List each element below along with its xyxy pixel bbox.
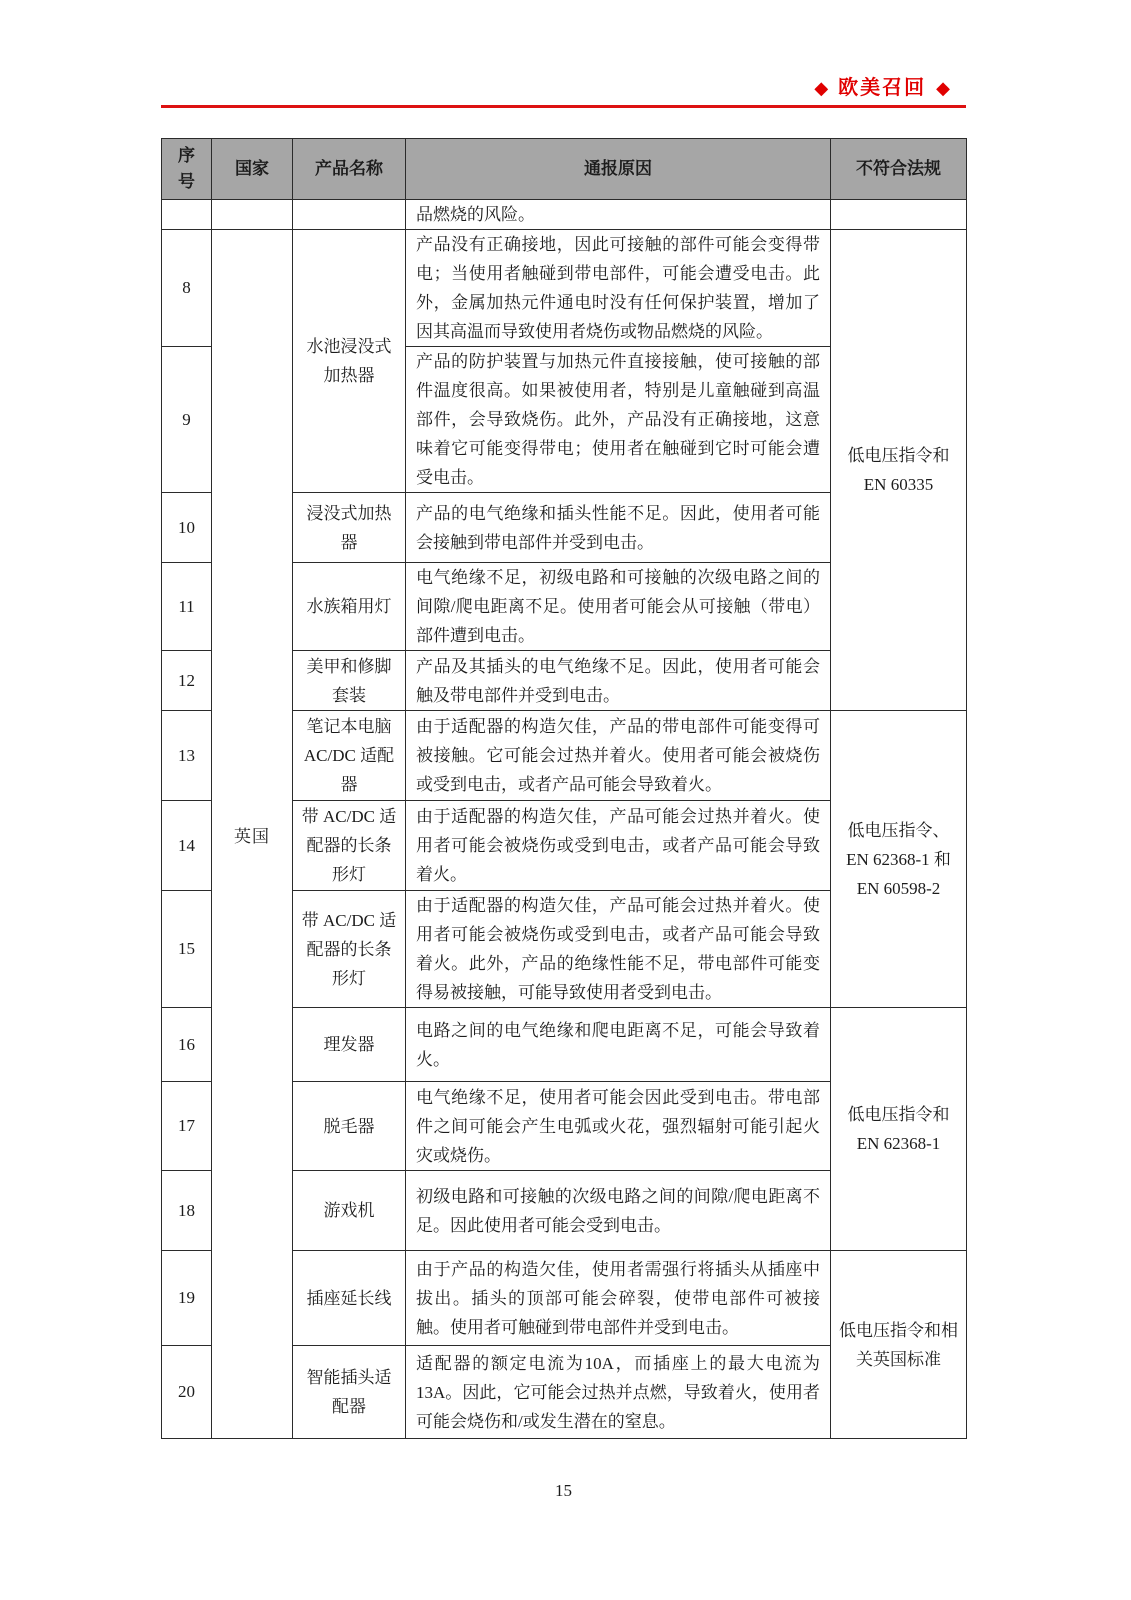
reason-cell: 由于适配器的构造欠佳，产品的带电部件可能变得可被接触。它可能会过热并着火。使用者可能会被烧伤或受到电击，或者产品可能会导致着火。 <box>406 711 831 801</box>
product-cell: 带 AC/DC 适配器的长条形灯 <box>293 891 406 1008</box>
no-cell: 10 <box>162 493 212 563</box>
reason-cell: 品燃烧的风险。 <box>406 200 831 230</box>
reason-cell: 适配器的额定电流为10A，而插座上的最大电流为13A。因此，它可能会过热并点燃，导致着火，使用者可能会烧伤和/或发生潜在的窒息。 <box>406 1346 831 1439</box>
regulation-cell: 低电压指令和 EN 60335 <box>831 230 967 711</box>
no-cell: 17 <box>162 1082 212 1171</box>
header-product: 产品名称 <box>293 139 406 200</box>
recall-table <box>161 138 967 1439</box>
no-cell <box>162 200 212 230</box>
table-header-row <box>162 139 967 200</box>
no-cell: 11 <box>162 563 212 651</box>
product-cell: 带 AC/DC 适配器的长条形灯 <box>293 801 406 891</box>
product-cell: 水池浸没式加热器 <box>293 230 406 493</box>
country-cell <box>212 200 293 230</box>
reason-cell: 电气绝缘不足，使用者可能会因此受到电击。带电部件之间可能会产生电弧或火花，强烈辐射可能引起火灾或烧伤。 <box>406 1082 831 1171</box>
no-cell: 18 <box>162 1171 212 1251</box>
section-banner <box>161 76 966 108</box>
content-area <box>161 76 966 1501</box>
reason-cell: 初级电路和可接触的次级电路之间的间隙/爬电距离不足。因此使用者可能会受到电击。 <box>406 1171 831 1251</box>
product-cell: 水族箱用灯 <box>293 563 406 651</box>
header-country: 国家 <box>212 139 293 200</box>
product-cell: 笔记本电脑 AC/DC 适配器 <box>293 711 406 801</box>
no-cell: 12 <box>162 651 212 711</box>
no-cell: 19 <box>162 1251 212 1346</box>
product-cell: 插座延长线 <box>293 1251 406 1346</box>
country-cell: 英国 <box>212 230 293 1439</box>
reason-cell: 电气绝缘不足，初级电路和可接触的次级电路之间的间隙/爬电距离不足。使用者可能会从可接触（带电）部件遭到电击。 <box>406 563 831 651</box>
no-cell: 8 <box>162 230 212 347</box>
reason-cell: 产品及其插头的电气绝缘不足。因此，使用者可能会触及带电部件并受到电击。 <box>406 651 831 711</box>
regulation-cell: 低电压指令、EN 62368-1 和 EN 60598-2 <box>831 711 967 1008</box>
reason-cell: 电路之间的电气绝缘和爬电距离不足，可能会导致着火。 <box>406 1008 831 1082</box>
page-number: 15 <box>555 1481 572 1500</box>
regulation-cell: 低电压指令和 EN 62368-1 <box>831 1008 967 1251</box>
regulation-cell: 低电压指令和相关英国标准 <box>831 1251 967 1439</box>
reason-cell: 产品没有正确接地，因此可接触的部件可能会变得带电；当使用者触碰到带电部件，可能会遭受电击。此外，金属加热元件通电时没有任何保护装置，增加了因其高温而导致使用者烧伤或物品燃烧的风险。 <box>406 230 831 347</box>
product-cell: 脱毛器 <box>293 1082 406 1171</box>
header-no: 序号 <box>162 139 212 200</box>
no-cell: 15 <box>162 891 212 1008</box>
product-cell: 智能插头适配器 <box>293 1346 406 1439</box>
no-cell: 20 <box>162 1346 212 1439</box>
product-cell: 美甲和修脚套装 <box>293 651 406 711</box>
table-row-carryover <box>162 200 967 230</box>
product-cell <box>293 200 406 230</box>
product-cell: 浸没式加热器 <box>293 493 406 563</box>
no-cell: 14 <box>162 801 212 891</box>
reason-cell: 由于适配器的构造欠佳，产品可能会过热并着火。使用者可能会被烧伤或受到电击，或者产品可能会导致着火。 <box>406 801 831 891</box>
reason-cell: 产品的电气绝缘和插头性能不足。因此，使用者可能会接触到带电部件并受到电击。 <box>406 493 831 563</box>
no-cell: 16 <box>162 1008 212 1082</box>
reason-cell: 由于产品的构造欠佳，使用者需强行将插头从插座中拔出。插头的顶部可能会碎裂，使带电部件可被接触。使用者可触碰到带电部件并受到电击。 <box>406 1251 831 1346</box>
header-regulation: 不符合法规 <box>831 139 967 200</box>
regulation-cell <box>831 200 967 230</box>
product-cell: 理发器 <box>293 1008 406 1082</box>
banner-title: 欧美召回 <box>838 77 927 99</box>
no-cell: 13 <box>162 711 212 801</box>
diamond-right-icon: ◆ <box>936 78 950 98</box>
product-cell: 游戏机 <box>293 1171 406 1251</box>
diamond-left-icon: ◆ <box>814 78 829 98</box>
table-row-8 <box>162 230 967 347</box>
header-reason: 通报原因 <box>406 139 831 200</box>
reason-cell: 产品的防护装置与加热元件直接接触，使可接触的部件温度很高。如果被使用者，特别是儿童触碰到高温部件，会导致烧伤。此外，产品没有正确接地，这意味着它可能变得带电；使用者在触碰到它时可能会遭受电击。 <box>406 347 831 493</box>
reason-cell: 由于适配器的构造欠佳，产品可能会过热并着火。使用者可能会被烧伤或受到电击，或者产品可能会导致着火。此外，产品的绝缘性能不足，带电部件可能变得易被接触，可能导致使用者受到电击。 <box>406 891 831 1008</box>
no-cell: 9 <box>162 347 212 493</box>
